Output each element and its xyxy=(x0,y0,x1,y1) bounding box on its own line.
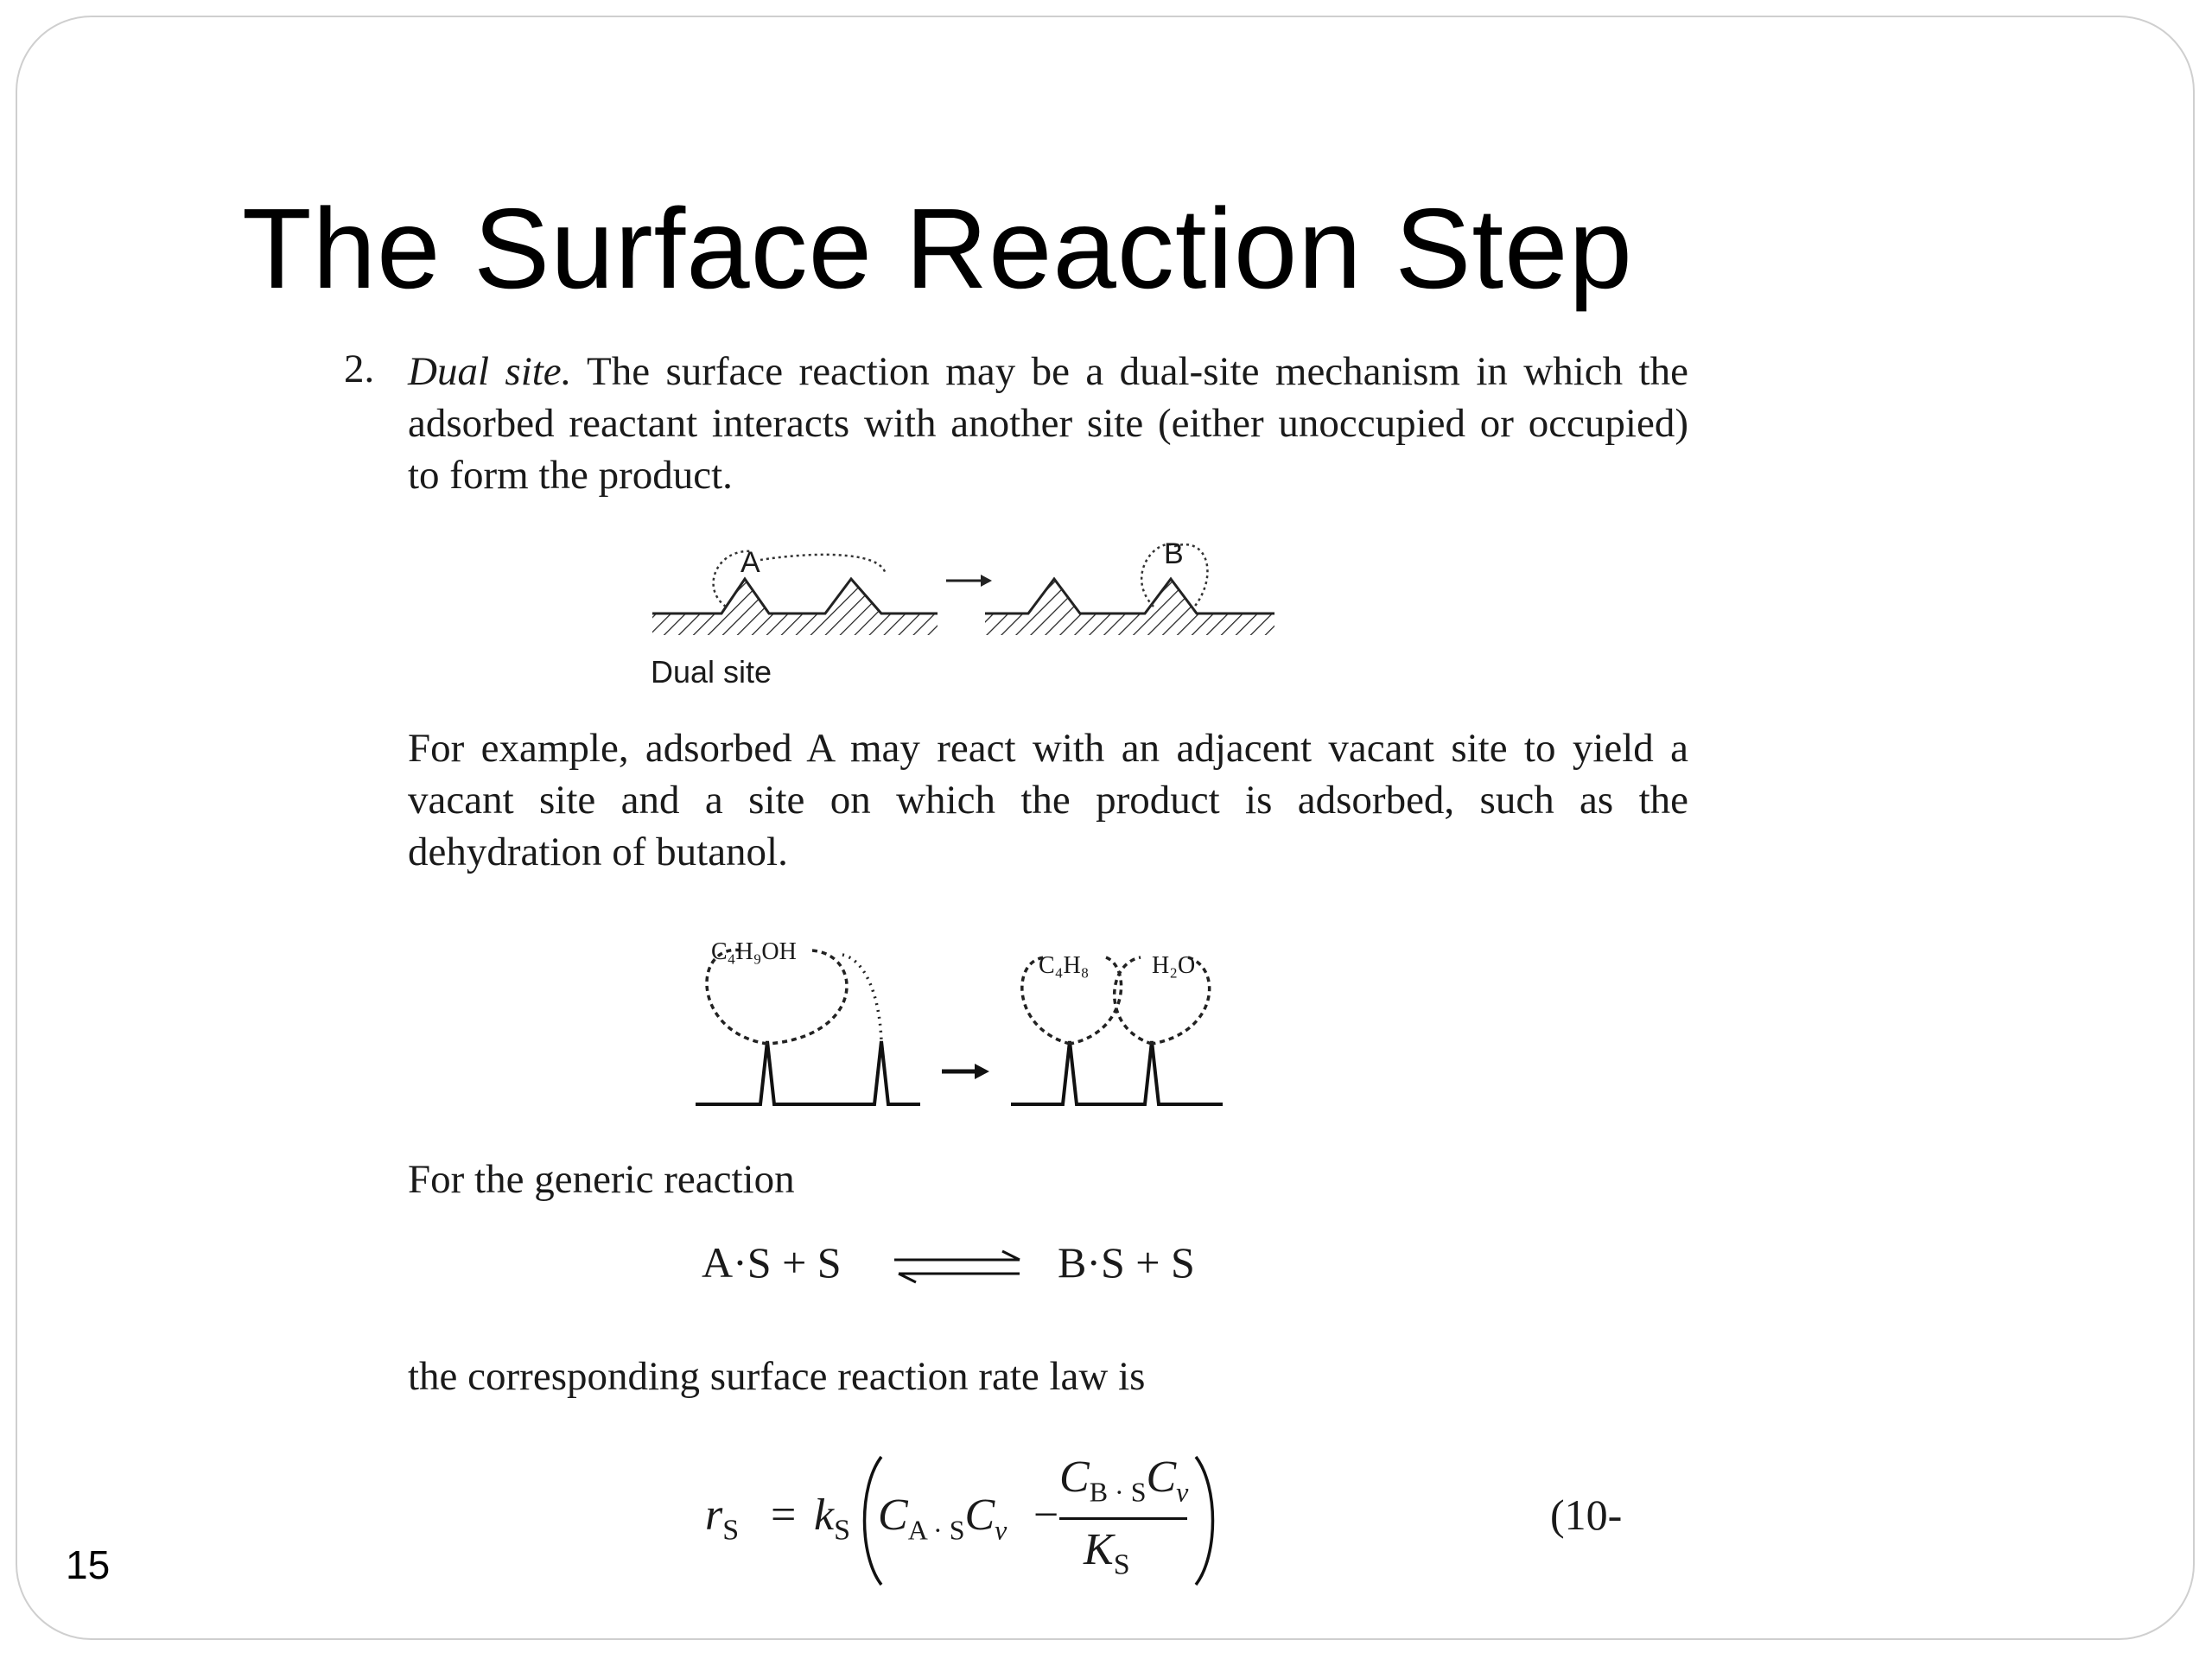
product-1-label: C₄H₈ xyxy=(1039,952,1090,979)
rate-law-equation xyxy=(705,1452,1224,1590)
equilibrium-arrows xyxy=(890,1246,1028,1289)
example-paragraph: For example, adsorbed A may react with an adjacent vacant site to yield a vacant site and a site on which the product is adsorbed, such as the dehydration of butanol. xyxy=(408,726,1688,874)
minus-sign: − xyxy=(1033,1491,1059,1540)
butanol-diagram xyxy=(691,933,1244,1115)
item-number: 2. xyxy=(344,346,375,391)
dual-site-caption: Dual site xyxy=(651,654,772,690)
reaction-arrow-1 xyxy=(946,575,992,587)
reactant-reach-arc xyxy=(842,955,881,1041)
reaction-right: B·S + S xyxy=(1058,1238,1195,1287)
equals-sign: = xyxy=(771,1491,797,1540)
right-site-surface xyxy=(1011,1041,1223,1104)
dual-site-term: Dual site. xyxy=(408,349,572,394)
rate-constant: $k_S$ xyxy=(814,1491,851,1547)
fraction-bar xyxy=(1059,1517,1187,1520)
right-paren xyxy=(1189,1452,1224,1590)
reactant-label: C₄H₉OH xyxy=(711,938,797,965)
species-a-label: A xyxy=(741,546,760,579)
reaction-arrow-2 xyxy=(942,1064,989,1079)
rate-law-text: the corresponding surface reaction rate law is xyxy=(408,1354,1146,1399)
page-number: 15 xyxy=(66,1542,111,1587)
dual-site-diagram xyxy=(639,527,1296,700)
product-2-label: H₂O xyxy=(1152,952,1196,979)
left-site-surface xyxy=(696,1041,920,1104)
right-surface xyxy=(985,537,1274,635)
equation-number: (10- xyxy=(1550,1491,1623,1539)
fraction-denominator: $K_S$ xyxy=(1084,1525,1130,1581)
generic-reaction-text: For the generic reaction xyxy=(408,1157,795,1202)
dual-site-paragraph xyxy=(408,346,1688,501)
reaction-left: A·S + S xyxy=(702,1238,842,1287)
rate-symbol: $r_S$ xyxy=(705,1491,740,1547)
dual-site-text: The surface reaction may be a dual-site mechanism in which the adsorbed reactant interacts with another site (either unoccupied or occupied) to form the product. xyxy=(408,349,1688,498)
fraction-numerator: $C_{B \cdot S}C_v$ xyxy=(1059,1452,1189,1508)
left-surface xyxy=(652,546,938,635)
slide-title: The Surface Reaction Step xyxy=(242,185,1633,312)
first-term: $C_{A \cdot S}C_v$ xyxy=(878,1491,1007,1546)
species-b-label: B xyxy=(1164,537,1184,570)
